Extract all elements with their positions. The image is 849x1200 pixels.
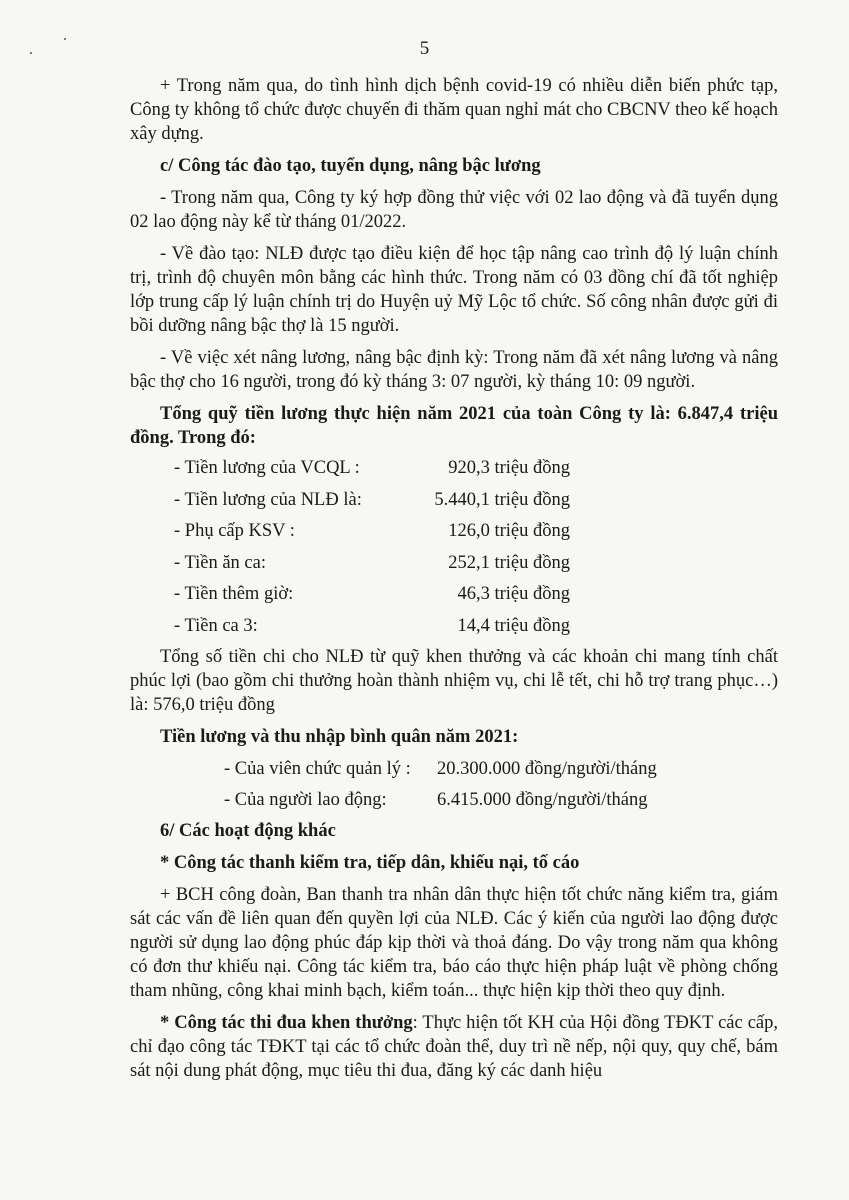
average-label: - Của viên chức quản lý : bbox=[224, 759, 411, 779]
average-value: 20.300.000 đồng/người/tháng bbox=[437, 759, 657, 779]
section-6-heading: 6/ Các hoạt động khác bbox=[160, 821, 336, 841]
payroll-value: 920,3 triệu đồng bbox=[448, 458, 570, 478]
paragraph-welfare: Tổng số tiền chi cho NLĐ từ quỹ khen thưởng và các khoản chi mang tính chất phúc lợi (bao gồm chi thưởng hoàn thành nhiệm vụ, chi lễ tết, chi hỗ trợ trang phục…) là: 576,0 triệu đồng bbox=[130, 647, 778, 715]
payroll-value: 252,1 triệu đồng bbox=[448, 552, 570, 573]
paragraph-emulation bbox=[130, 1011, 778, 1083]
payroll-value: 14,4 triệu đồng bbox=[457, 615, 570, 636]
payroll-label: - Tiền ca 3: bbox=[174, 615, 258, 636]
payroll-value: 126,0 triệu đồng bbox=[448, 521, 570, 541]
payroll-row bbox=[130, 551, 778, 583]
average-label: - Của người lao động: bbox=[224, 790, 387, 810]
average-income-heading: Tiền lương và thu nhập bình quân năm 2021: bbox=[160, 727, 519, 747]
payroll-row bbox=[130, 519, 778, 551]
payroll-row bbox=[130, 614, 778, 646]
inspection-heading: * Công tác thanh kiểm tra, tiếp dân, khiếu nại, tố cáo bbox=[160, 853, 580, 873]
page-number: 5 bbox=[419, 38, 430, 59]
payroll-label: - Phụ cấp KSV : bbox=[174, 521, 295, 541]
payroll-breakdown bbox=[130, 456, 778, 645]
paragraph-covid: + Trong năm qua, do tình hình dịch bệnh covid-19 có nhiều diễn biến phức tạp, Công ty không tổ chức được chuyến đi thăm quan nghỉ mát cho CBCNV theo kế hoạch xây dựng. bbox=[130, 76, 778, 144]
payroll-label: - Tiền lương của NLĐ là: bbox=[174, 489, 362, 510]
payroll-label: - Tiền ăn ca: bbox=[174, 552, 266, 573]
payroll-row bbox=[130, 582, 778, 614]
average-value: 6.415.000 đồng/người/tháng bbox=[437, 790, 648, 810]
emulation-lead: * Công tác thi đua khen thưởng bbox=[160, 1013, 413, 1033]
payroll-value: 5.440,1 triệu đồng bbox=[434, 489, 570, 510]
paragraph-training: - Về đào tạo: NLĐ được tạo điều kiện để học tập nâng cao trình độ lý luận chính trị, trình độ chuyên môn bằng các hình thức. Trong năm có 03 đồng chí đã tốt nghiệp lớp trung cấp lý luận chính trị do Huyện uỷ Mỹ Lộc tổ chức. Số công nhân được gửi đi bồi dưỡng nâng bậc thợ là 15 người. bbox=[130, 244, 778, 336]
average-row bbox=[130, 757, 778, 788]
payroll-row bbox=[130, 488, 778, 520]
average-row bbox=[130, 788, 778, 819]
paragraph-inspection: + BCH công đoàn, Ban thanh tra nhân dân thực hiện tốt chức năng kiểm tra, giám sát các vấn đề liên quan đến quyền lợi của NLĐ. Các ý kiến của người lao động được người sử dụng lao động phúc đáp kịp thời và thoả đáng. Do vậy trong năm qua không có đơn thư khiếu nại. Công tác kiểm tra, báo cáo thực hiện pháp luật về phòng chống tham nhũng, công khai minh bạch, kiểm toán... thực hiện kịp thời theo quy định. bbox=[130, 885, 778, 1001]
salary-fund-total: Tổng quỹ tiền lương thực hiện năm 2021 của toàn Công ty là: 6.847,4 triệu đồng. Trong đó: bbox=[130, 404, 778, 448]
payroll-value: 46,3 triệu đồng bbox=[457, 584, 570, 604]
payroll-label: - Tiền thêm giờ: bbox=[174, 584, 294, 604]
paragraph-recruitment: - Trong năm qua, Công ty ký hợp đồng thử việc với 02 lao động và đã tuyển dụng 02 lao động này kể từ tháng 01/2022. bbox=[130, 188, 778, 232]
payroll-label: - Tiền lương của VCQL : bbox=[174, 458, 360, 478]
emulation-text: : Thực hiện tốt KH của Hội đồng TĐKT các cấp, chỉ đạo công tác TĐKT tại các tổ chức đoàn thể, duy trì nề nếp, nội quy, quy chế, bám sát nội dung phát động, mục tiêu thi đua, đăng ký các danh hiệu bbox=[130, 1013, 778, 1081]
average-income-list bbox=[130, 757, 778, 819]
section-c-heading: c/ Công tác đào tạo, tuyển dụng, nâng bậc lương bbox=[160, 156, 541, 176]
paragraph-promotion: - Về việc xét nâng lương, nâng bậc định kỳ: Trong năm đã xét nâng lương và nâng bậc thợ cho 16 người, trong đó kỳ tháng 3: 07 người, kỳ tháng 10: 09 người. bbox=[130, 348, 778, 392]
document-body bbox=[130, 74, 778, 1083]
payroll-row bbox=[130, 456, 778, 488]
